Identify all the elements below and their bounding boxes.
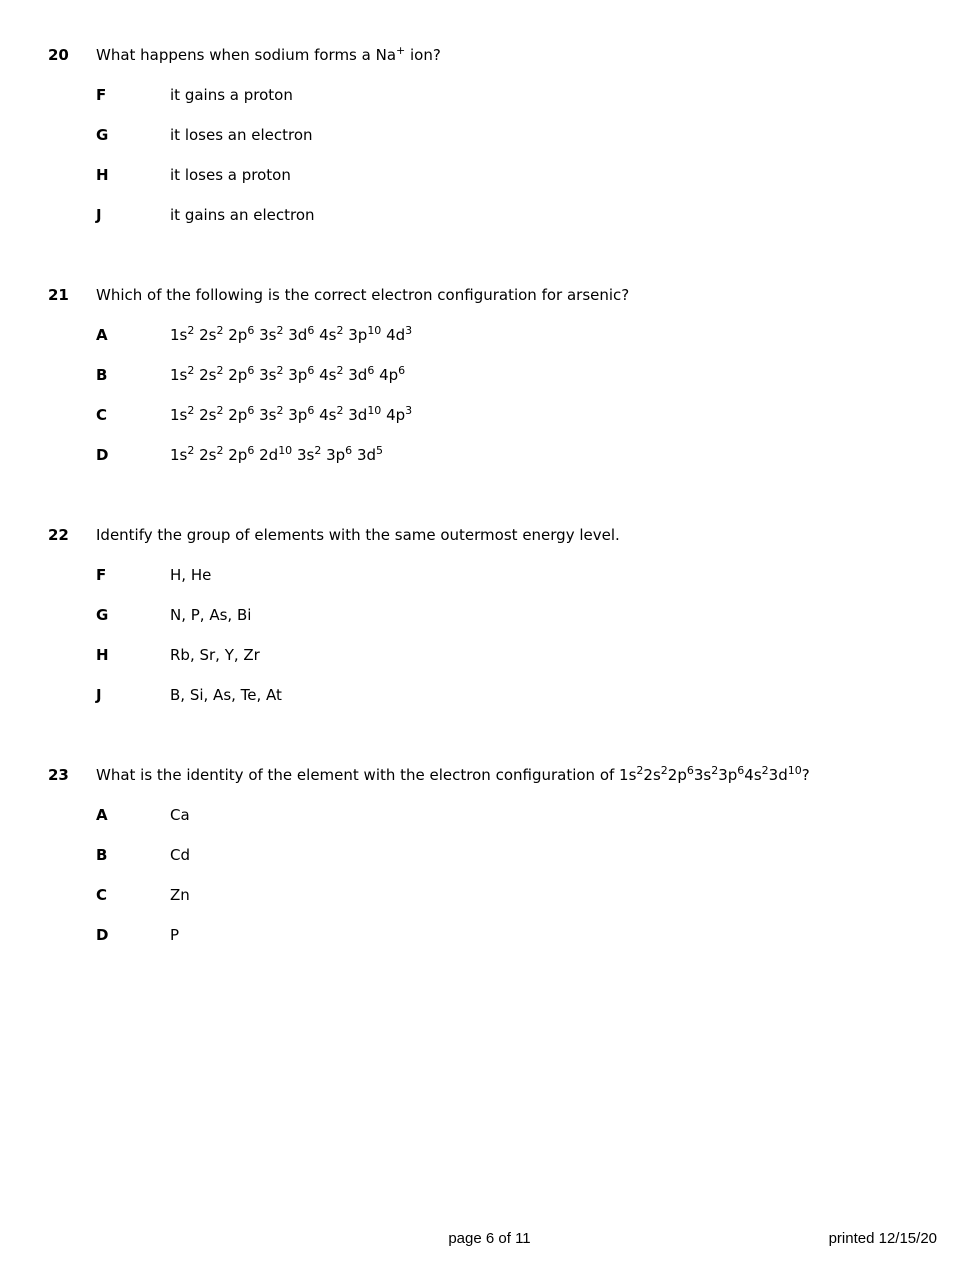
option-letter: G xyxy=(96,126,109,144)
question-number: 22 xyxy=(48,526,69,544)
question-header xyxy=(0,35,979,75)
option-row xyxy=(0,835,979,875)
question-prompt: Which of the following is the correct electron configuration for arsenic? xyxy=(96,286,630,304)
printed-date: printed 12/15/20 xyxy=(828,1230,937,1247)
option-text: Cd xyxy=(170,846,190,864)
option-text: it loses an electron xyxy=(170,126,313,144)
option-text: Rb, Sr, Y, Zr xyxy=(170,646,260,664)
option-letter: B xyxy=(96,846,108,864)
option-row xyxy=(0,875,979,915)
option-text: Zn xyxy=(170,886,190,904)
questions-area xyxy=(0,35,979,995)
question-prompt: What happens when sodium forms a Na+ ion? xyxy=(96,44,441,64)
option-text: N, P, As, Bi xyxy=(170,606,252,624)
question-prompt: What is the identity of the element with the electron configuration of $1s^22s^22p^63s^23p^64s^23d^{10}$? xyxy=(96,764,810,784)
option-row xyxy=(0,315,979,355)
option-text: H, He xyxy=(170,566,212,584)
question-block-22 xyxy=(0,515,979,715)
question-header xyxy=(0,275,979,315)
option-text: $1s^2$ $2s^2$ $2p^6$ $2d^{10}$ $3s^2$ $3p^6$ $3d^5$ xyxy=(170,444,384,464)
option-letter: J xyxy=(96,206,102,224)
option-letter: A xyxy=(96,806,108,824)
option-text: it gains a proton xyxy=(170,86,293,104)
option-letter: J xyxy=(96,686,102,704)
option-row xyxy=(0,795,979,835)
question-prompt: Identify the group of elements with the same outermost energy level. xyxy=(96,526,620,544)
option-letter: B xyxy=(96,366,108,384)
option-row xyxy=(0,635,979,675)
option-text: Ca xyxy=(170,806,190,824)
option-text: $1s^2$ $2s^2$ $2p^6$ $3s^2$ $3p^6$ $4s^2$ $3d^6$ $4p^6$ xyxy=(170,364,406,384)
option-letter: H xyxy=(96,166,109,184)
page-number-indicator: page 6 of 11 xyxy=(448,1230,531,1247)
question-block-21 xyxy=(0,275,979,475)
option-text: P xyxy=(170,926,180,944)
option-row xyxy=(0,675,979,715)
option-text: $1s^2$ $2s^2$ $2p^6$ $3s^2$ $3d^6$ $4s^2$ $3p^{10}$ $4d^3$ xyxy=(170,324,413,344)
option-text: $1s^2$ $2s^2$ $2p^6$ $3s^2$ $3p^6$ $4s^2$ $3d^{10}$ $4p^3$ xyxy=(170,404,413,424)
option-row xyxy=(0,195,979,235)
option-row xyxy=(0,355,979,395)
question-number: 21 xyxy=(48,286,69,304)
question-number: 23 xyxy=(48,766,69,784)
option-row xyxy=(0,115,979,155)
option-text: it gains an electron xyxy=(170,206,315,224)
option-letter: G xyxy=(96,606,109,624)
question-block-20 xyxy=(0,35,979,235)
question-header xyxy=(0,755,979,795)
option-row xyxy=(0,555,979,595)
option-row xyxy=(0,435,979,475)
question-header xyxy=(0,515,979,555)
option-text: it loses a proton xyxy=(170,166,291,184)
option-letter: D xyxy=(96,926,109,944)
question-block-23 xyxy=(0,755,979,955)
question-number: 20 xyxy=(48,46,69,64)
option-letter: H xyxy=(96,646,109,664)
option-row xyxy=(0,75,979,115)
option-row xyxy=(0,155,979,195)
option-letter: A xyxy=(96,326,108,344)
option-row xyxy=(0,595,979,635)
option-letter: F xyxy=(96,566,107,584)
option-letter: F xyxy=(96,86,107,104)
option-letter: D xyxy=(96,446,109,464)
option-text: B, Si, As, Te, At xyxy=(170,686,282,704)
option-row xyxy=(0,915,979,955)
option-letter: C xyxy=(96,886,108,904)
page-footer xyxy=(0,1229,979,1249)
option-letter: C xyxy=(96,406,108,424)
option-row xyxy=(0,395,979,435)
